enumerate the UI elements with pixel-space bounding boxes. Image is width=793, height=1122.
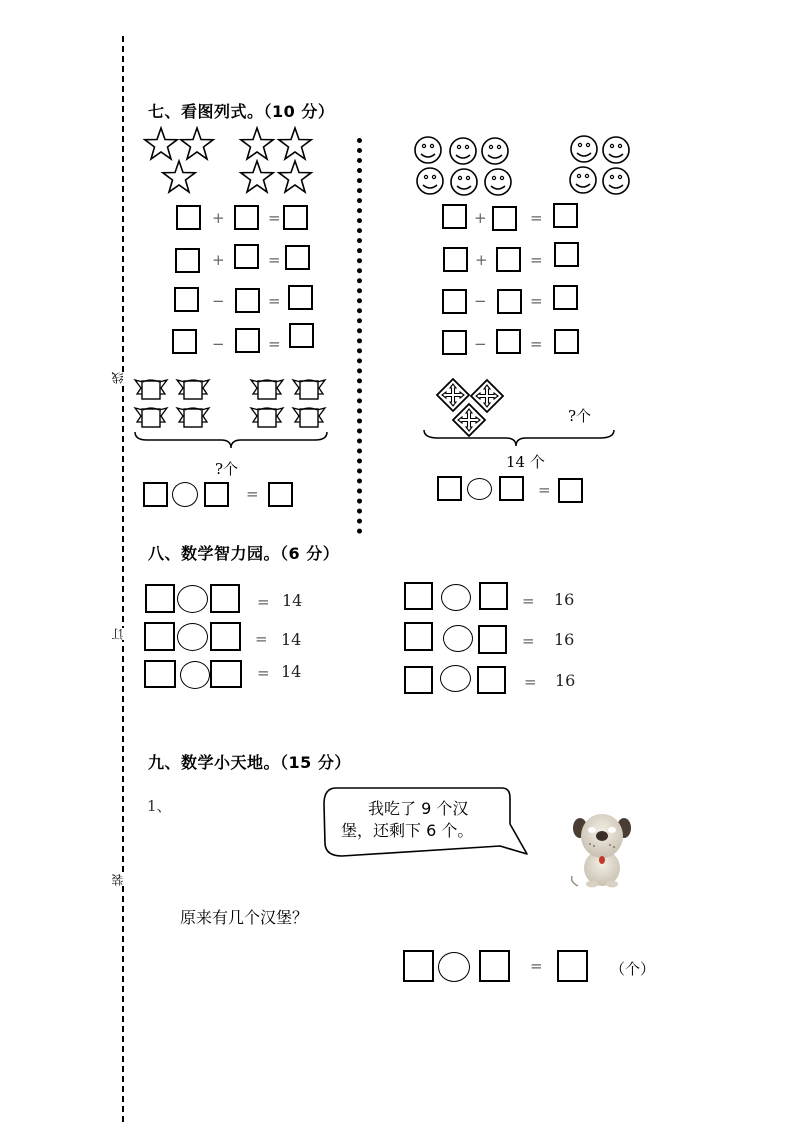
brace-label: ?个 (215, 460, 239, 478)
problem-number: 1、 (147, 797, 172, 815)
answer-box[interactable] (443, 247, 468, 272)
star-icon (145, 128, 177, 159)
operator-circle[interactable] (172, 482, 198, 507)
star-icon (241, 161, 273, 192)
margin-label-staple: 装 (111, 874, 125, 886)
answer-box[interactable] (496, 247, 521, 272)
operator-circle[interactable] (438, 952, 470, 982)
operator-circle[interactable] (180, 661, 210, 689)
smiley-icon (570, 167, 596, 193)
speech-line-1: 我吃了 9 个汉 (368, 799, 469, 818)
dog-icon (568, 808, 636, 892)
answer-box[interactable] (204, 482, 229, 507)
stars-picture (143, 126, 323, 198)
question-text: 原来有几个汉堡？ (180, 908, 309, 927)
smiley-icon (415, 137, 441, 163)
brace-icon (135, 432, 327, 448)
answer-box[interactable] (554, 242, 579, 267)
operator: − (474, 335, 487, 353)
equals-sign: = (257, 664, 270, 682)
answer-box[interactable] (283, 205, 308, 230)
brace-label: 14 个 (506, 453, 545, 471)
answer-box[interactable] (268, 482, 293, 507)
target-result: 14 (281, 662, 302, 681)
target-result: 16 (554, 590, 575, 609)
answer-box[interactable] (234, 244, 259, 269)
arrow-diamond-icon (437, 379, 469, 411)
answer-box[interactable] (404, 666, 433, 694)
equals-sign: = (530, 335, 543, 353)
operator: − (474, 292, 487, 310)
smiley-icon (417, 168, 443, 194)
equals-sign: = (538, 481, 551, 499)
answer-box[interactable] (437, 476, 462, 501)
answer-box[interactable] (285, 245, 310, 270)
speech-line-2: 堡，还剩下 6 个。 (341, 821, 474, 840)
equals-sign: = (524, 673, 537, 691)
equals-sign: = (268, 292, 281, 310)
answer-box[interactable] (497, 289, 522, 314)
equals-sign: = (268, 251, 281, 269)
section8-title: 八、数学智力园。（6 分） (148, 544, 340, 563)
target-result: 14 (282, 591, 303, 610)
equals-sign: = (268, 209, 281, 227)
answer-box[interactable] (554, 329, 579, 354)
answer-box[interactable] (442, 204, 467, 229)
answer-box[interactable] (175, 248, 200, 273)
margin-label-line: 线 (111, 372, 125, 384)
equals-sign: = (522, 592, 535, 610)
equals-sign: = (530, 957, 543, 975)
answer-box[interactable] (553, 203, 578, 228)
operator: − (212, 335, 225, 353)
answer-box[interactable] (499, 476, 524, 501)
target-result: 14 (281, 630, 302, 649)
smiley-icon (485, 169, 511, 195)
ribbon-box-icon (251, 408, 283, 427)
brace-icon (424, 430, 614, 446)
section-divider (357, 138, 362, 534)
operator: + (212, 251, 225, 269)
ribbon-box-icon (293, 380, 325, 399)
answer-box[interactable] (289, 323, 314, 348)
arrow-diamond-icon (471, 380, 503, 412)
star-icon (279, 128, 311, 159)
equals-sign: = (268, 335, 281, 353)
answer-box[interactable] (210, 584, 240, 613)
answer-box[interactable] (553, 285, 578, 310)
answer-box[interactable] (479, 582, 508, 610)
binding-dashed-line (122, 36, 124, 1122)
smiley-icon (603, 168, 629, 194)
smiley-icon (603, 137, 629, 163)
answer-box[interactable] (442, 330, 467, 355)
ribbon-boxes-picture (133, 376, 338, 456)
equals-sign: = (246, 485, 259, 503)
answer-box[interactable] (404, 582, 433, 610)
operator: − (212, 292, 225, 310)
answer-box[interactable] (176, 205, 201, 230)
answer-box[interactable] (235, 288, 260, 313)
operator-circle[interactable] (177, 623, 208, 651)
target-result: 16 (555, 671, 576, 690)
answer-box[interactable] (210, 660, 242, 688)
operator-circle[interactable] (467, 478, 492, 500)
operator-circle[interactable] (440, 665, 471, 692)
smiley-icon (451, 169, 477, 195)
equals-sign: = (257, 593, 270, 611)
answer-box[interactable] (403, 950, 434, 982)
operator-circle[interactable] (443, 625, 473, 652)
answer-box[interactable] (557, 950, 588, 982)
ribbon-box-icon (293, 408, 325, 427)
equals-sign: = (522, 632, 535, 650)
ribbon-box-icon (135, 380, 167, 399)
equals-sign: = (530, 292, 543, 310)
answer-box[interactable] (143, 482, 168, 507)
operator-circle[interactable] (177, 585, 208, 613)
answer-box[interactable] (235, 328, 260, 353)
star-icon (163, 161, 195, 192)
unknown-count-label: ?个 (568, 407, 592, 425)
equals-sign: = (530, 251, 543, 269)
star-icon (241, 128, 273, 159)
star-icon (279, 161, 311, 192)
ribbon-box-icon (177, 380, 209, 399)
ribbon-box-icon (251, 380, 283, 399)
answer-box[interactable] (492, 206, 517, 231)
answer-box[interactable] (558, 478, 583, 503)
answer-box[interactable] (172, 329, 197, 354)
answer-box[interactable] (404, 622, 433, 651)
answer-box[interactable] (478, 625, 507, 654)
operator: + (475, 251, 488, 269)
equals-sign: = (530, 209, 543, 227)
answer-box[interactable] (234, 205, 259, 230)
unit-label: （个） (610, 960, 656, 978)
answer-box[interactable] (144, 622, 175, 651)
star-icon (181, 128, 213, 159)
arrow-diamond-icon (453, 404, 485, 436)
section9-title: 九、数学小天地。（15 分） (148, 753, 351, 772)
answer-box[interactable] (477, 666, 506, 694)
answer-box[interactable] (442, 289, 467, 314)
ribbon-box-icon (177, 408, 209, 427)
target-result: 16 (554, 630, 575, 649)
equals-sign: = (255, 630, 268, 648)
operator-circle[interactable] (441, 584, 471, 611)
smiley-icon (571, 136, 597, 162)
answer-box[interactable] (288, 285, 313, 310)
ribbon-box-icon (135, 408, 167, 427)
answer-box[interactable] (144, 660, 176, 688)
answer-box[interactable] (496, 329, 521, 354)
answer-box[interactable] (145, 584, 175, 613)
answer-box[interactable] (210, 622, 241, 651)
smiley-icon (482, 138, 508, 164)
operator: + (212, 209, 225, 227)
smiley-faces-picture (412, 134, 637, 198)
answer-box[interactable] (479, 950, 510, 982)
operator: + (474, 209, 487, 227)
margin-label-bind: 订 (111, 628, 125, 640)
smiley-icon (450, 138, 476, 164)
answer-box[interactable] (174, 287, 199, 312)
section7-title: 七、看图列式。（10 分） (148, 102, 335, 121)
